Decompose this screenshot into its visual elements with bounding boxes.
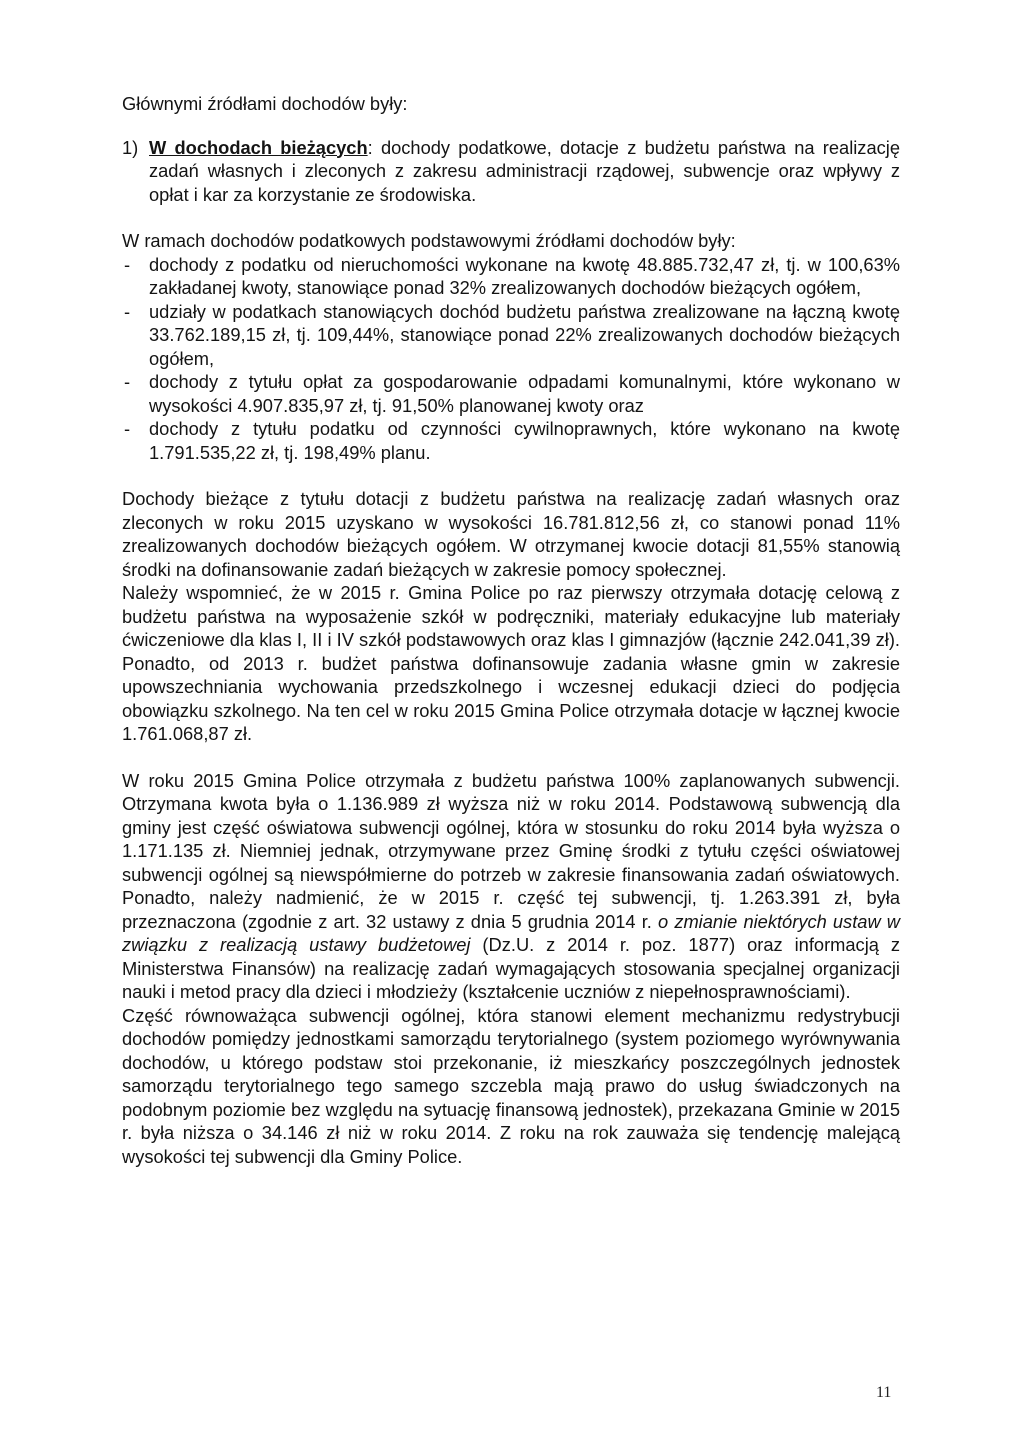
dash-marker: - xyxy=(124,253,131,275)
list-item-text: udziały w podatkach stanowiących dochód budżetu państwa zrealizowane na łączną kwotę 33.762.189,15 zł, tj. 109,44%, stanowiące ponad 22% zrealizowanych dochodów bieżących ogółem, xyxy=(149,300,900,369)
act-title: o zmianie niektórych ustaw w związku z realizacją ustawy budżetowej xyxy=(122,910,900,955)
current-income-paragraph xyxy=(122,136,900,207)
tax-income-intro: W ramach dochodów podatkowych podstawowymi źródłami dochodów były: xyxy=(122,230,736,251)
grants-paragraph-2: Należy wspomnieć, że w 2015 r. Gmina Police po raz pierwszy otrzymała dotację celową z budżetu państwa na wyposażenie szkół w podręczniki, materiały edukacyjne lub materiały ćwiczeniowe dla klas I, II i IV szkół podstawowych oraz klas I gimnazjów (łącznie 242.041,39 zł). Ponadto, od 2013 r. budżet państwa dofinansowuje zadania własne gmin w zakresie upowszechniania wychowania przedszkolnego i wczesnej edukacji dzieci do podjęcia obowiązku szkolnego. Na ten cel w roku 2015 Gmina Police otrzymała dotacje w łącznej kwocie 1.761.068,87 zł. xyxy=(122,582,900,744)
page-number: 11 xyxy=(876,1384,892,1401)
subsidy-text-after: (Dz.U. z 2014 r. poz. 1877) oraz informacją z Ministerstwa Finansów) na realizację zadań wymagających stosowania specjalnej organizacji nauki i metod pracy dla dzieci i młodzieży (kształcenie uczniów z niepełnosprawnościami). xyxy=(122,934,900,1002)
current-income-lead: W dochodach bieżących xyxy=(149,136,368,158)
dash-marker: - xyxy=(124,371,131,392)
list-item-text: dochody z podatku od nieruchomości wykonane na kwotę 48.885.732,47 zł, tj. w 100,63% zakładanej kwoty, stanowiące ponad 32% zrealizowanych dochodów bieżących ogółem, xyxy=(149,253,900,298)
subsidy-text-before: W roku 2015 Gmina Police otrzymała z budżetu państwa 100% zaplanowanych subwencji. Otrzymana kwota była o 1.136.989 zł wyższa niż w roku 2014. Podstawową subwencją dla gminy jest część oświatowa subwencji ogólnej, która w stosunku do roku 2014 była wyższa o 1.171.135 zł. Niemniej jednak, otrzymywane przez Gminę środki z tytułu części oświatowej subwencji ogólnej są niewspółmierne do potrzeb w zakresie finansowania zadań oświatowych. Ponadto, należy nadmienić, że w 2015 r. część tej subwencji, tj. 1.263.391 zł, była przeznaczona (zgodnie z art. 32 ustawy z dnia 5 grudnia 2014 r. xyxy=(122,769,900,932)
list-item-text: dochody z tytułu opłat za gospodarowanie odpadami komunalnymi, które wykonano w wysokości 4.907.835,97 zł, tj. 91,50% planowanej kwoty oraz xyxy=(149,371,900,416)
dash-marker: - xyxy=(124,300,131,322)
current-income-text: : dochody podatkowe, dotacje z budżetu państwa na realizację zadań własnych i zleconych z zakresu administracji rządowej, subwencje oraz wpływy z opłat i kar za korzystanie ze środowiska. xyxy=(149,136,900,205)
list-item xyxy=(122,417,900,464)
list-item-text: dochody z tytułu podatku od czynności cywilnoprawnych, które wykonano na kwotę 1.791.535,22 zł, tj. 198,49% planu. xyxy=(149,418,900,463)
dash-marker: - xyxy=(124,418,131,439)
item-number: 1) xyxy=(122,136,139,158)
heading: Głównymi źródłami dochodów były: xyxy=(122,93,408,114)
list-item xyxy=(122,300,900,371)
subsidy-section xyxy=(122,769,900,1169)
tax-income-list xyxy=(122,253,900,465)
grants-section xyxy=(122,487,900,746)
list-item xyxy=(122,370,900,417)
subsidy-paragraph-1 xyxy=(122,769,900,1004)
grants-paragraph-1: Dochody bieżące z tytułu dotacji z budżetu państwa na realizację zadań własnych oraz zleconych w roku 2015 uzyskano w wysokości 16.781.812,56 zł, co stanowi ponad 11% zrealizowanych dochodów bieżących ogółem. W otrzymanej kwocie dotacji 81,55% stanowią środki na dofinansowanie zadań bieżących w zakresie pomocy społecznej. xyxy=(122,488,900,580)
document-body xyxy=(122,92,900,1191)
subsidy-paragraph-2: Część równoważąca subwencji ogólnej, która stanowi element mechanizmu redystrybucji dochodów pomiędzy jednostkami samorządu terytorialnego (system poziomego wyrównywania dochodów, u którego podstaw stoi przekonanie, iż mieszkańcy poszczególnych jednostek samorządu terytorialnego tego samego szczebla mają prawo do usług świadczonych na podobnym poziomie bez względu na sytuację finansową jednostek), przekazana Gminie w 2015 r. była niższa o 34.146 zł niż w roku 2014. Z roku na rok zauważa się tendencję malejącą wysokości tej subwencji dla Gminy Police. xyxy=(122,1004,900,1167)
tax-income-section xyxy=(122,229,900,464)
list-item xyxy=(122,253,900,300)
